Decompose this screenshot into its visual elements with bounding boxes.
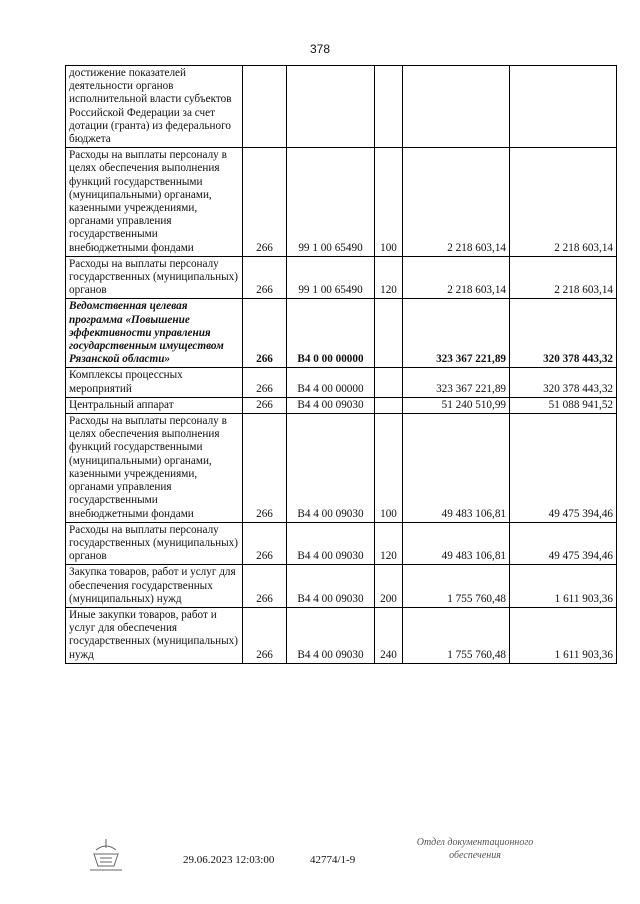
emblem-logo	[84, 836, 128, 876]
row-target-article: В4 4 00 09030	[287, 397, 375, 413]
row-amount-year-1: 2 218 603,14	[403, 148, 510, 257]
table-row	[66, 522, 617, 565]
row-amount-year-2: 320 378 443,32	[510, 368, 617, 397]
row-description: Расходы на выплаты персоналу государственных (муниципальных) органов	[66, 256, 243, 299]
row-description: достижение показателей деятельности органов исполнительной власти субъектов Российской Федерации за счет дотации (гранта) из федерального бюджета	[66, 66, 243, 148]
row-amount-year-2: 320 378 443,32	[510, 299, 617, 368]
department-stamp	[400, 836, 550, 862]
row-expense-type: 240	[375, 607, 403, 663]
row-target-article	[287, 66, 375, 148]
row-amount-year-1: 51 240 510,99	[403, 397, 510, 413]
row-description: Иные закупки товаров, работ и услуг для обеспечения государственных (муниципальных) нужд	[66, 607, 243, 663]
row-amount-year-1: 49 483 106,81	[403, 522, 510, 565]
row-department-code: 266	[243, 148, 287, 257]
row-expense-type	[375, 66, 403, 148]
row-target-article: В4 4 00 09030	[287, 565, 375, 608]
table-row	[66, 397, 617, 413]
row-amount-year-2: 1 611 903,36	[510, 607, 617, 663]
row-amount-year-2: 51 088 941,52	[510, 397, 617, 413]
row-description: Расходы на выплаты персоналу государственных (муниципальных) органов	[66, 522, 243, 565]
row-amount-year-1: 2 218 603,14	[403, 256, 510, 299]
row-amount-year-1: 49 483 106,81	[403, 414, 510, 523]
row-target-article: В4 4 00 09030	[287, 414, 375, 523]
row-expense-type: 100	[375, 148, 403, 257]
table-row	[66, 299, 617, 368]
table-row	[66, 66, 617, 148]
row-department-code: 266	[243, 522, 287, 565]
row-amount-year-1: 1 755 760,48	[403, 565, 510, 608]
row-amount-year-2: 49 475 394,46	[510, 414, 617, 523]
budget-table	[65, 65, 617, 664]
footer-document-code: 42774/1-9	[310, 854, 356, 866]
stamp-line-2: обеспечения	[449, 850, 501, 861]
page-number: 378	[309, 42, 331, 56]
row-amount-year-2: 49 475 394,46	[510, 522, 617, 565]
row-amount-year-1: 323 367 221,89	[403, 299, 510, 368]
table-row	[66, 607, 617, 663]
row-amount-year-1: 323 367 221,89	[403, 368, 510, 397]
row-department-code: 266	[243, 414, 287, 523]
row-amount-year-2: 2 218 603,14	[510, 148, 617, 257]
row-department-code	[243, 66, 287, 148]
row-description: Расходы на выплаты персоналу в целях обеспечения выполнения функций государственными (муниципальными) органами, казенными учреждениями, органами управления государственными внебюджетными фондами	[66, 148, 243, 257]
row-expense-type: 120	[375, 522, 403, 565]
row-description: Закупка товаров, работ и услуг для обеспечения государственных (муниципальных) нужд	[66, 565, 243, 608]
row-department-code: 266	[243, 397, 287, 413]
row-description: Расходы на выплаты персоналу в целях обеспечения выполнения функций государственными (муниципальными) органами, казенными учреждениями, органами управления государственными внебюджетными фондами	[66, 414, 243, 523]
row-amount-year-2: 1 611 903,36	[510, 565, 617, 608]
row-description: Центральный аппарат	[66, 397, 243, 413]
row-department-code: 266	[243, 607, 287, 663]
row-expense-type: 200	[375, 565, 403, 608]
row-target-article: В4 0 00 00000	[287, 299, 375, 368]
row-target-article: 99 1 00 65490	[287, 256, 375, 299]
row-department-code: 266	[243, 299, 287, 368]
table-row	[66, 565, 617, 608]
row-expense-type: 120	[375, 256, 403, 299]
row-department-code: 266	[243, 368, 287, 397]
row-target-article: 99 1 00 65490	[287, 148, 375, 257]
row-expense-type	[375, 397, 403, 413]
row-amount-year-2: 2 218 603,14	[510, 256, 617, 299]
row-expense-type	[375, 299, 403, 368]
row-department-code: 266	[243, 565, 287, 608]
row-description: Ведомственная целевая программа «Повышение эффективности управления государственным имуществом Рязанской области»	[66, 299, 243, 368]
table-row	[66, 256, 617, 299]
row-expense-type: 100	[375, 414, 403, 523]
table-row	[66, 368, 617, 397]
row-description: Комплексы процессных мероприятий	[66, 368, 243, 397]
table-row	[66, 148, 617, 257]
row-amount-year-1	[403, 66, 510, 148]
table-row	[66, 414, 617, 523]
row-amount-year-2	[510, 66, 617, 148]
row-target-article: В4 4 00 09030	[287, 522, 375, 565]
row-target-article: В4 4 00 09030	[287, 607, 375, 663]
row-department-code: 266	[243, 256, 287, 299]
row-amount-year-1: 1 755 760,48	[403, 607, 510, 663]
row-expense-type	[375, 368, 403, 397]
footer-datetime: 29.06.2023 12:03:00	[183, 854, 275, 866]
stamp-line-1: Отдел документационного	[416, 837, 534, 848]
row-target-article: В4 4 00 00000	[287, 368, 375, 397]
